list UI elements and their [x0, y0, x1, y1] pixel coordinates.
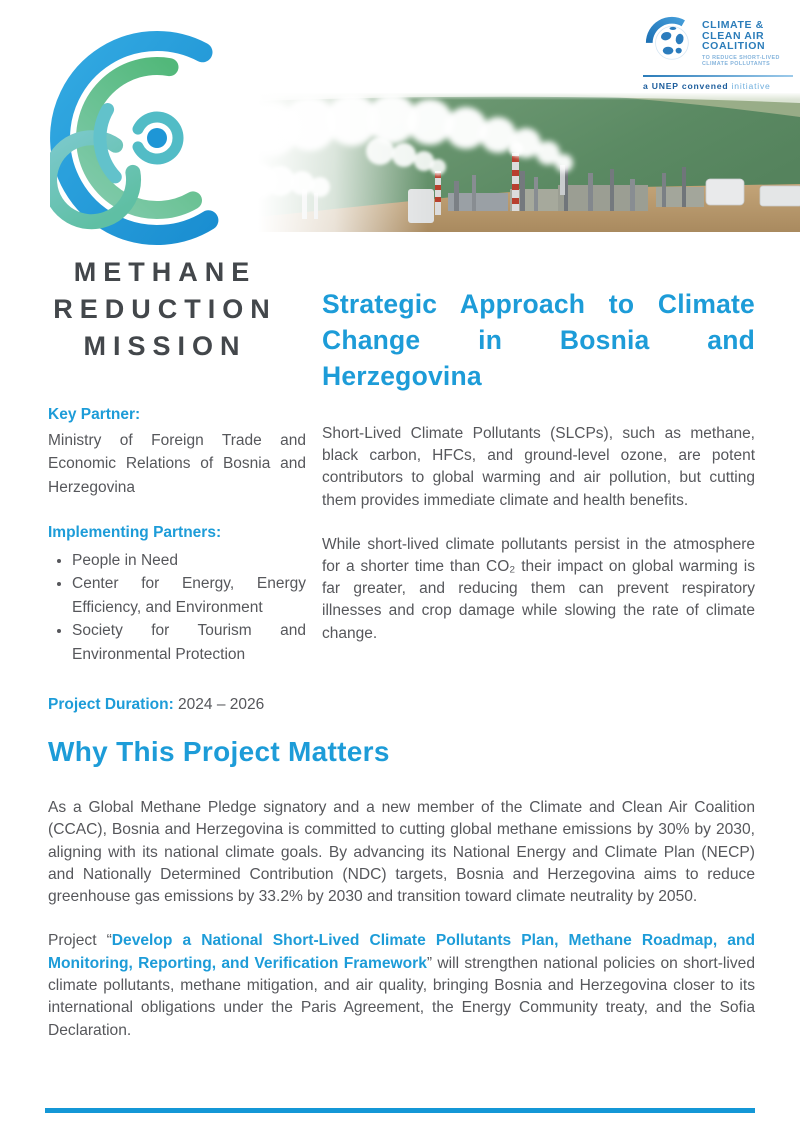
intro-paragraph-1: Short-Lived Climate Pollutants (SLCPs), such as methane, black carbon, HFCs, and ground-level ozone, are potent contributors to global warming and air pollution, but cutting them provides immediate climate and health benefits. [322, 425, 755, 509]
project-name-highlight: Develop a National Short-Lived Climate Pollutants Plan, Methane Roadmap, and Monitoring, Reporting, and Verification Framework [48, 932, 756, 972]
footer-accent-bar [45, 1108, 755, 1113]
wordmark [8, 254, 322, 365]
why-section [48, 731, 755, 1042]
intro-paragraph-2: While short-lived climate pollutants persist in the atmosphere for a shorter time than CO₂ their impact on global warming is far greater, and reducing them can prevent respiratory illnesses and crop damage while slowing the rate of climate change. [322, 535, 755, 642]
project-duration [48, 693, 306, 717]
wordmark-line: REDUCTION [53, 294, 277, 324]
ccac-logo [643, 12, 793, 91]
project-duration-value: 2024 – 2026 [173, 696, 265, 713]
project-duration-label: Project Duration: [48, 696, 174, 713]
globe-icon [643, 12, 697, 68]
list-item: • Center for Energy, Energy Efficiency, and Environment [72, 572, 306, 619]
section-heading: Why This Project Matters [48, 736, 390, 767]
key-partner-label: Key Partner: [48, 406, 141, 423]
smokestack [435, 171, 441, 215]
list-item: • Society for Tourism and Environmental Protection [72, 619, 306, 666]
list-item: • People in Need [72, 549, 306, 573]
partners-sidebar [48, 403, 306, 717]
why-paragraph-1: As a Global Methane Pledge signatory and a new member of the Climate and Clean Air Coalition (CCAC), Bosnia and Herzegovina is committed to cutting global methane emissions by 30% by 2030, aligning with its national climate goals. By advancing its National Energy and Climate Plan (NECP) and Nationally Determined Contribution (NDC) targets, Bosnia and Herzegovina aims to reduce greenhouse gas emissions by 33.2% by 2030 and transition toward climate neutrality by 2050. [48, 799, 755, 906]
ccac-divider [643, 75, 793, 77]
why-paragraph-2 [48, 930, 755, 1041]
ccac-tagline: TO REDUCE SHORT-LIVED CLIMATE POLLUTANTS [702, 54, 780, 67]
ccac-initiative: a UNEP convened initiative [643, 81, 771, 91]
ccac-name: CLIMATE & CLEAN AIR COALITION [702, 19, 766, 52]
implementing-partners-label: Implementing Partners: [48, 524, 222, 541]
why-paragraph-2-suffix: ” will strengthen national policies on short-lived climate pollutants, methane mitigation, and air quality, bringing Bosnia and Herzegovina closer to its international obligations under the Paris Agreement, the Energy Community treaty, and the Sofia Declaration. [48, 954, 756, 1039]
wordmark-line: METHANE [73, 257, 257, 287]
wordmark-line: MISSION [83, 331, 247, 361]
implementing-partners-list [48, 549, 306, 667]
factory-photo [258, 93, 800, 232]
page-title: Strategic Approach to Climate Change in Bosnia and Herzegovina [322, 289, 755, 391]
why-paragraph-2-prefix: Project “ [48, 932, 112, 950]
intro-section [322, 286, 755, 645]
key-partner-text: Ministry of Foreign Trade and Economic Relations of Bosnia and Herzegovina [48, 431, 306, 496]
smokestack [512, 153, 519, 211]
methane-mission-logo [50, 30, 264, 246]
